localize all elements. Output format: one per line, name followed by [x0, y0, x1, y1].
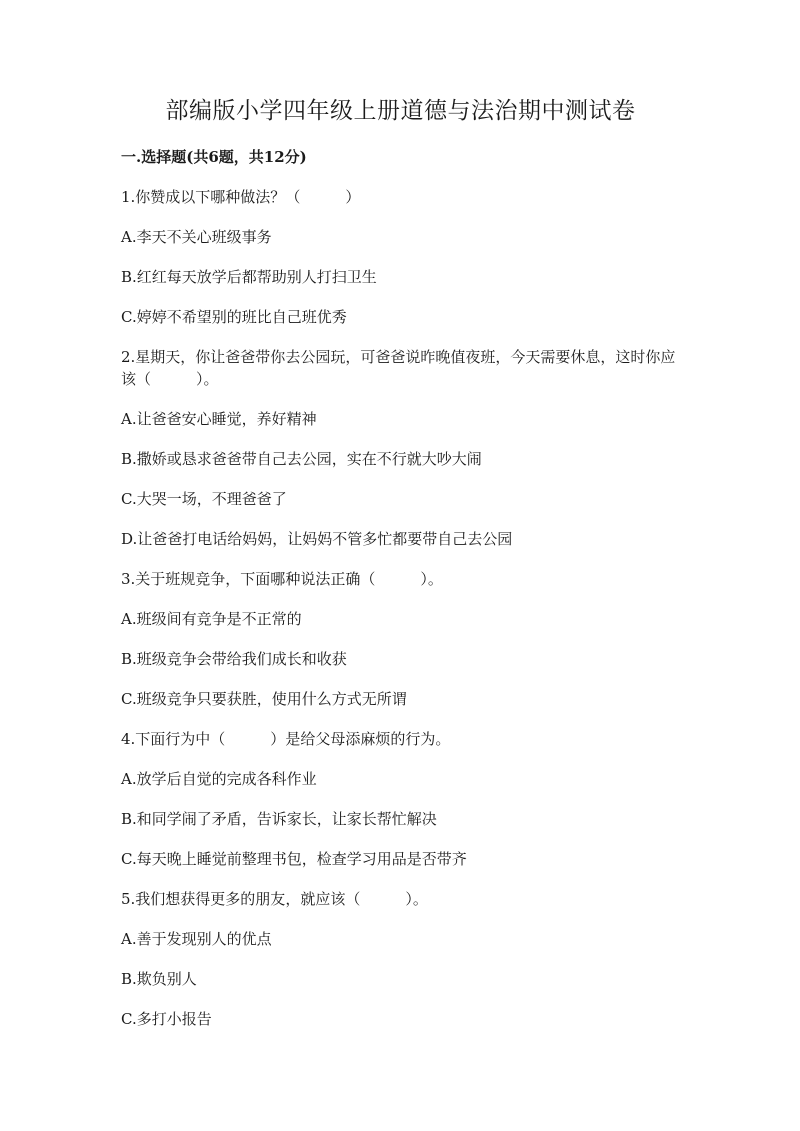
option-item: C.每天晚上睡觉前整理书包，检查学习用品是否带齐 [121, 850, 467, 868]
option-item: A.让爸爸安心睡觉，养好精神 [121, 410, 317, 428]
option-item: C.多打小报告 [121, 1010, 212, 1028]
option-item: A.善于发现别人的优点 [121, 930, 272, 948]
question-stem: 2.星期天，你让爸爸带你去公园玩，可爸爸说昨晚值夜班，今天需要休息，这时你应该（ ）。 [121, 348, 676, 388]
option-item: C.班级竞争只要获胜，使用什么方式无所谓 [121, 690, 407, 708]
option-item: B.红红每天放学后都帮助别人打扫卫生 [121, 268, 377, 286]
question-4 [121, 728, 680, 870]
option-item: C.大哭一场，不理爸爸了 [121, 490, 287, 508]
question-3 [121, 568, 680, 710]
question-2 [121, 346, 680, 550]
question-5 [121, 888, 680, 1030]
option-item: A.李天不关心班级事务 [121, 228, 272, 246]
option-item: B.撒娇或恳求爸爸带自己去公园，实在不行就大吵大闹 [121, 450, 482, 468]
option-item: B.欺负别人 [121, 970, 197, 988]
option-item: D.让爸爸打电话给妈妈，让妈妈不管多忙都要带自己去公园 [121, 530, 513, 548]
option-item: B.和同学闹了矛盾，告诉家长，让家长帮忙解决 [121, 810, 437, 828]
page-title: 部编版小学四年级上册道德与法治期中测试卷 [165, 98, 636, 124]
option-item: C.婷婷不希望别的班比自己班优秀 [121, 308, 347, 326]
option-item: A.放学后自觉的完成各科作业 [121, 770, 317, 788]
option-item: A.班级间有竞争是不正常的 [121, 610, 302, 628]
question-stem: 4.下面行为中（ ）是给父母添麻烦的行为。 [121, 730, 451, 748]
question-stem: 5.我们想获得更多的朋友，就应该（ ）。 [121, 890, 428, 908]
question-stem: 3.关于班规竞争，下面哪种说法正确（ ）。 [121, 570, 443, 588]
section-heading: 一.选择题(共6题，共12分) [121, 148, 307, 166]
question-stem: 1.你赞成以下哪种做法？（ ） [121, 188, 361, 206]
question-1 [121, 186, 680, 328]
option-item: B.班级竞争会带给我们成长和收获 [121, 650, 347, 668]
